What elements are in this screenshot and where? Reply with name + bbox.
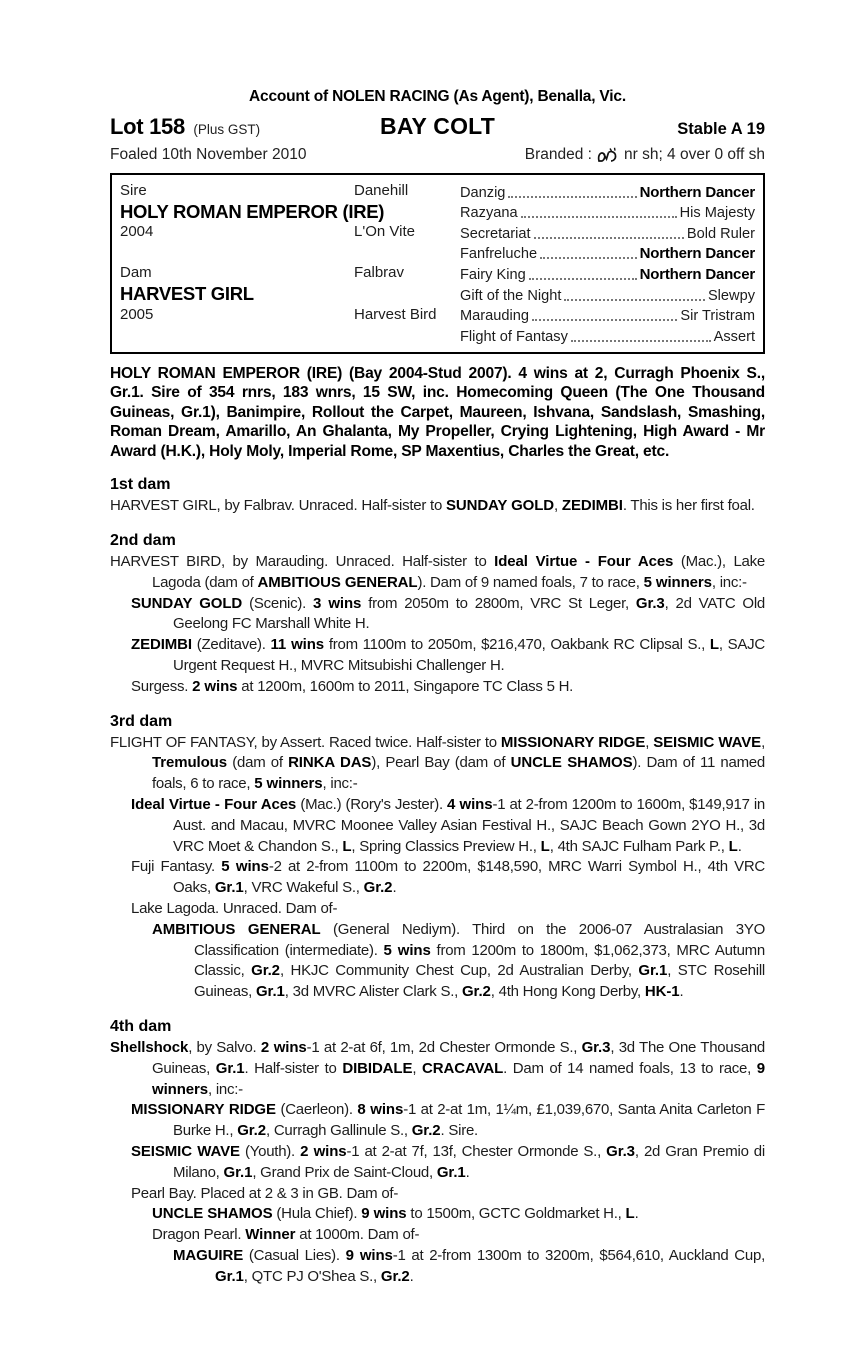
dam-section-heading: 4th dam [110, 1017, 172, 1035]
dot-leader [529, 278, 637, 280]
spacer-row [120, 325, 460, 346]
dam-name-row [120, 284, 460, 305]
stable-number: Stable A 19 [677, 120, 765, 138]
pedigree-gen12 [120, 181, 460, 346]
sire-name: HOLY ROMAN EMPEROR (IRE) [120, 200, 385, 222]
ancestor-row [460, 202, 755, 223]
ancestor-row [460, 263, 755, 284]
branded-label: Branded : [524, 146, 592, 163]
pedigree-paragraph: HARVEST GIRL, by Falbrav. Unraced. Half-sister to SUNDAY GOLD, ZEDIMBI. This is her first foal. [110, 497, 755, 515]
spacer-row [120, 243, 460, 264]
pedigree-paragraph: AMBITIOUS GENERAL (General Nediym). Third on the 2006-07 Australasian 3YO Classification (intermediate). 5 wins from 1200m to 1800m, $1,062,373, MRC Autumn Classic, Gr.2, HKJC Community Chest Cup, 2d Australian Derby, Gr.1, STC Rosehill Guineas, Gr.1, 3d MVRC Alister Clark S., Gr.2, 4th Hong Kong Derby, HK-1. [152, 920, 766, 1001]
ancestor-gen4-name: Bold Ruler [686, 225, 755, 242]
ancestor-gen4-name: Northern Dancer [639, 245, 755, 263]
foaled-date: Foaled 10th November 2010 [110, 146, 307, 163]
sire-role-row [120, 181, 460, 202]
lot-gst-note: (Plus GST) [193, 122, 261, 137]
pedigree-paragraph: SEISMIC WAVE (Youth). 2 wins-1 at 2-at 7f, 13f, Chester Ormonde S., Gr.3, 2d Gran Premio di Milano, Gr.1, Grand Prix de Saint-Cloud, Gr.1. [131, 1142, 765, 1181]
pedigree-table [110, 173, 765, 354]
dot-leader [571, 340, 711, 342]
sire-of-sire: Danehill [354, 182, 409, 199]
ancestor-row [460, 284, 755, 305]
dot-leader [534, 237, 684, 239]
ancestor-gen4-name: Slewpy [707, 287, 755, 304]
dot-leader [521, 216, 677, 218]
pedigree-paragraph: UNCLE SHAMOS (Hula Chief). 9 wins to 1500m, GCTC Goldmarket H., L. [152, 1205, 639, 1223]
ancestor-gen3-name: Marauding [460, 308, 529, 325]
lot-number: Lot 158 [110, 114, 185, 139]
pedigree-paragraph: Dragon Pearl. Winner at 1000m. Dam of- [152, 1226, 420, 1244]
dam-year-row [120, 305, 460, 326]
ancestor-row [460, 243, 755, 264]
branded-description: nr sh; 4 over 0 off sh [623, 146, 765, 163]
dam-role-row [120, 263, 460, 284]
ancestor-row [460, 305, 755, 326]
ancestor-gen4-name: Northern Dancer [639, 265, 755, 283]
pedigree-paragraph: Surgess. 2 wins at 1200m, 1600m to 2011, Singapore TC Class 5 H. [131, 677, 574, 695]
dot-leader [532, 319, 677, 321]
dam-section-heading: 1st dam [110, 476, 171, 494]
ancestor-gen4-name: Northern Dancer [639, 183, 755, 201]
dam-of-dam: Harvest Bird [354, 305, 437, 323]
sire-of-dam: Falbrav [354, 264, 405, 282]
pedigree-paragraph: Lake Lagoda. Unraced. Dam of- [131, 900, 338, 917]
pedigree-paragraph: HARVEST BIRD, by Marauding. Unraced. Half-sister to Ideal Virtue - Four Aces (Mac.), Lake Lagoda (dam of AMBITIOUS GENERAL). Dam of 9 named foals, 7 to race, 5 winners, inc:- [110, 553, 765, 591]
pedigree-paragraph: Pearl Bay. Placed at 2 & 3 in GB. Dam of- [131, 1184, 399, 1202]
ancestor-gen3-name: Flight of Fantasy [460, 328, 568, 345]
lot-row [110, 113, 765, 140]
ancestor-row [460, 222, 755, 243]
ancestor-gen4-name: Assert [713, 328, 755, 345]
dot-leader [564, 299, 705, 301]
ancestor-row [460, 325, 755, 346]
pedigree-gen3 [460, 181, 755, 346]
ancestor-gen3-name: Danzig [460, 184, 506, 201]
sire-name-row [120, 202, 460, 223]
dam-role-label: Dam [120, 264, 152, 282]
dot-leader [508, 196, 636, 198]
ancestor-gen4-name: Sir Tristram [680, 308, 755, 325]
pedigree-paragraph: Fuji Fantasy. 5 wins-2 at 2-from 1100m to 2200m, $148,590, MRC Warri Symbol H., 4th VRC Oaks, Gr.1, VRC Wakeful S., Gr.2. [131, 858, 766, 897]
foal-brand-row [110, 146, 765, 164]
pedigree-paragraph: MAGUIRE (Casual Lies). 9 wins-1 at 2-from 1300m to 3200m, $564,610, Auckland Cup, Gr.1, QTC PJ O'Shea S., Gr.2. [173, 1246, 765, 1285]
pedigree-paragraph: Ideal Virtue - Four Aces (Mac.) (Rory's Jester). 4 wins-1 at 2-from 1200m to 1600m, $149,917 in Aust. and Macau, MVRC Moonee Valley Asian Festival H., SAJC Beach Gown 2YO H., 3d VRC Moet & Chandon S., L, Spring Classics Preview H., L, 4th SAJC Fulham Park P., L. [131, 796, 765, 855]
ancestor-gen3-name: Fairy King [460, 266, 526, 283]
dam-section-heading: 3rd dam [110, 712, 173, 730]
pedigree-paragraph: MISSIONARY RIDGE (Caerleon). 8 wins-1 at 2-at 1m, 1¼m, £1,039,670, Santa Anita Carleton F Burke H., Gr.2, Curragh Gallinule S., Gr.2. Sire. [131, 1101, 765, 1140]
ancestor-row [460, 181, 755, 202]
dam-of-sire: L'On Vite [354, 223, 415, 241]
branded-info [525, 146, 765, 164]
dam-year: 2005 [120, 305, 154, 323]
dam-section-heading: 2nd dam [110, 532, 176, 550]
pedigree-paragraph: SUNDAY GOLD (Scenic). 3 wins from 2050m to 2800m, VRC St Leger, Gr.3, 2d VATC Old Geelong FC Marshall White H. [131, 594, 766, 633]
sire-role-label: Sire [120, 182, 147, 199]
ancestor-gen3-name: Razyana [460, 205, 518, 222]
ancestor-gen3-name: Fanfreluche [460, 246, 538, 263]
ancestor-gen4-name: His Majesty [679, 205, 755, 222]
ancestor-gen3-name: Gift of the Night [460, 287, 562, 304]
lot-number-group [110, 114, 260, 140]
sire-year-row [120, 222, 460, 243]
pedigree-paragraph: ZEDIMBI (Zeditave). 11 wins from 1100m to 2050m, $216,470, Oakbank RC Clipsal S., L, SAJC Urgent Request H., MVRC Mitsubishi Challenger H. [131, 636, 765, 675]
pedigree-paragraph: FLIGHT OF FANTASY, by Assert. Raced twice. Half-sister to MISSIONARY RIDGE, SEISMIC WAVE, Tremulous (dam of RINKA DAS), Pearl Bay (dam of UNCLE SHAMOS). Dam of 11 named foals, 6 to race, 5 winners, inc:- [110, 733, 765, 793]
sire-summary: HOLY ROMAN EMPEROR (IRE) (Bay 2004-Stud 2007). 4 wins at 2, Curragh Phoenix S., Gr.1. Sire of 354 rnrs, 183 wnrs, 15 SW, inc. Homecoming Queen (The One Thousand Guineas, Gr.1), Banimpire, Rollout the Carpet, Maureen, Ishvana, Sandslash, Smashing, Roman Dream, Amarillo, An Ghalanta, My Propeller, Crying Lightening, High Award - Mr Award (H.K.), Holy Moly, Imperial Rome, SP Maxentius, Charles the Great, etc. [110, 364, 765, 460]
account-line: Account of NOLEN RACING (As Agent), Benalla, Vic. [249, 88, 626, 105]
pedigree-paragraph: Shellshock, by Salvo. 2 wins-1 at 2-at 6f, 1m, 2d Chester Ormonde S., Gr.3, 3d The One Thousand Guineas, Gr.1. Half-sister to DIBIDALE, CRACAVAL. Dam of 14 named foals, 13 to race, 9 winners, inc:- [110, 1038, 766, 1098]
sire-year: 2004 [120, 223, 154, 241]
ancestor-gen3-name: Secretariat [460, 225, 531, 242]
dam-sections [110, 476, 765, 1287]
dam-name: HARVEST GIRL [120, 282, 254, 304]
dot-leader [540, 257, 637, 259]
horse-title: BAY COLT [380, 113, 495, 139]
brand-icon [596, 146, 620, 166]
